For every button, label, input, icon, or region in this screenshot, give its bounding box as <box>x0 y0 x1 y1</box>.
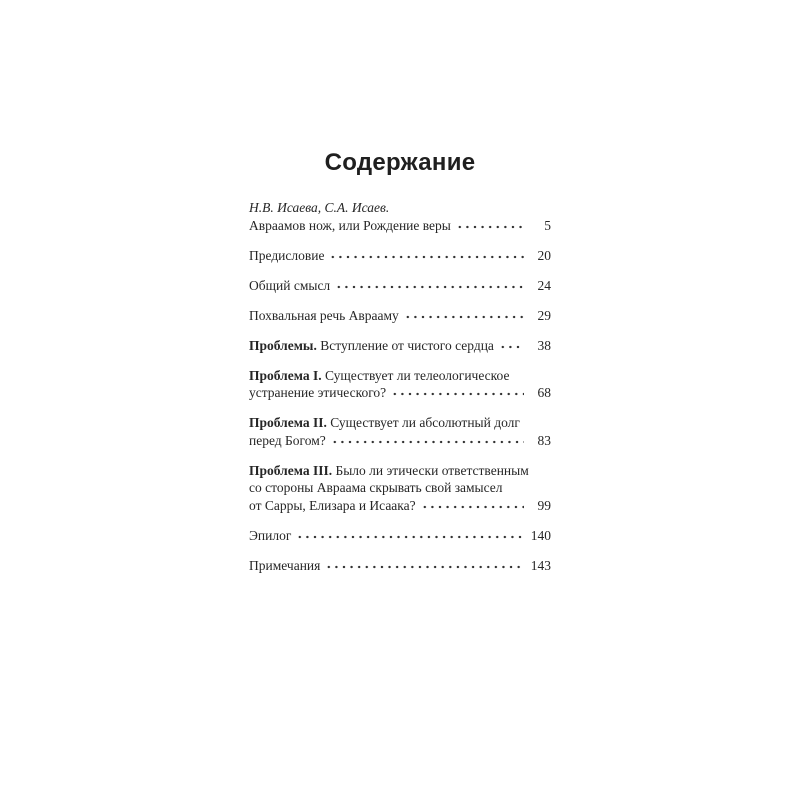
page-number: 24 <box>537 277 551 293</box>
page-number: 38 <box>537 337 551 353</box>
toc-entry-text: Предисловие <box>249 247 325 263</box>
toc-line <box>249 414 551 432</box>
toc-entry-text: Н.В. Исаева, С.А. Исаев. <box>249 200 390 215</box>
page-number: 99 <box>537 497 551 513</box>
toc-entry-text: Существует ли абсолютный долг <box>326 415 520 430</box>
toc-entry <box>249 337 551 355</box>
dot-leader <box>296 527 524 540</box>
page-number: 143 <box>530 557 551 573</box>
page-number: 5 <box>544 217 551 233</box>
toc-title: Содержание <box>324 149 476 176</box>
toc-entry-label: Проблема III. <box>249 462 333 478</box>
toc-entry <box>249 527 551 545</box>
page-number: 20 <box>537 247 551 263</box>
toc-entry <box>249 462 551 515</box>
toc-line <box>249 462 551 480</box>
toc-entry-label: Проблема I. <box>249 367 322 383</box>
page-number: 68 <box>537 385 551 400</box>
toc-entry <box>249 199 551 234</box>
toc-authors-line <box>249 199 551 217</box>
toc-line <box>249 247 551 265</box>
toc-entry-text: со стороны Авраама скрывать свой замысел <box>249 480 503 495</box>
toc-entry-label: Проблема II. <box>249 415 327 430</box>
toc-entry-text: Вступление от чистого сердца <box>316 337 494 353</box>
toc-line <box>249 367 551 385</box>
toc-entry <box>249 247 551 265</box>
toc-entry-text: Эпилог <box>249 527 292 543</box>
dot-leader <box>404 307 524 320</box>
page-number: 83 <box>537 432 551 448</box>
dot-leader <box>421 497 524 510</box>
dot-leader <box>499 337 524 350</box>
toc-entry-text: Примечания <box>249 557 321 573</box>
page-number: 140 <box>530 527 551 543</box>
toc-line <box>249 307 551 325</box>
toc-entry-text: Похвальная речь Аврааму <box>249 307 399 323</box>
toc-entry <box>249 557 551 575</box>
toc-entry-text: перед Богом? <box>249 432 326 448</box>
book-toc-page <box>249 0 551 574</box>
dot-leader <box>456 217 524 230</box>
toc-line <box>249 479 551 497</box>
toc-entry-label: Проблемы. <box>249 337 317 353</box>
toc-list <box>249 199 551 574</box>
page-number: 29 <box>537 307 551 323</box>
dot-leader <box>329 247 524 260</box>
toc-entry-text: от Сарры, Елизара и Исаака? <box>249 497 416 513</box>
toc-line <box>249 277 551 295</box>
toc-entry-text: Авраамов нож, или Рождение веры <box>249 217 451 233</box>
toc-line <box>249 384 551 402</box>
dot-leader <box>335 277 524 290</box>
toc-entry-text: Было ли этически ответственным <box>332 462 529 478</box>
toc-line <box>249 432 551 450</box>
dot-leader <box>325 557 524 570</box>
toc-entry-text: Общий смысл <box>249 277 331 293</box>
toc-entry <box>249 414 551 449</box>
toc-entry <box>249 277 551 295</box>
dot-leader <box>391 384 524 397</box>
toc-entry-text: устранение этического? <box>249 385 387 400</box>
toc-entry <box>249 367 551 402</box>
toc-entry-text: Существует ли телеологическое <box>321 367 510 383</box>
toc-line <box>249 337 551 355</box>
toc-entry <box>249 307 551 325</box>
toc-line <box>249 527 551 545</box>
toc-line <box>249 217 551 235</box>
toc-line <box>249 557 551 575</box>
dot-leader <box>331 432 524 445</box>
toc-line <box>249 497 551 515</box>
